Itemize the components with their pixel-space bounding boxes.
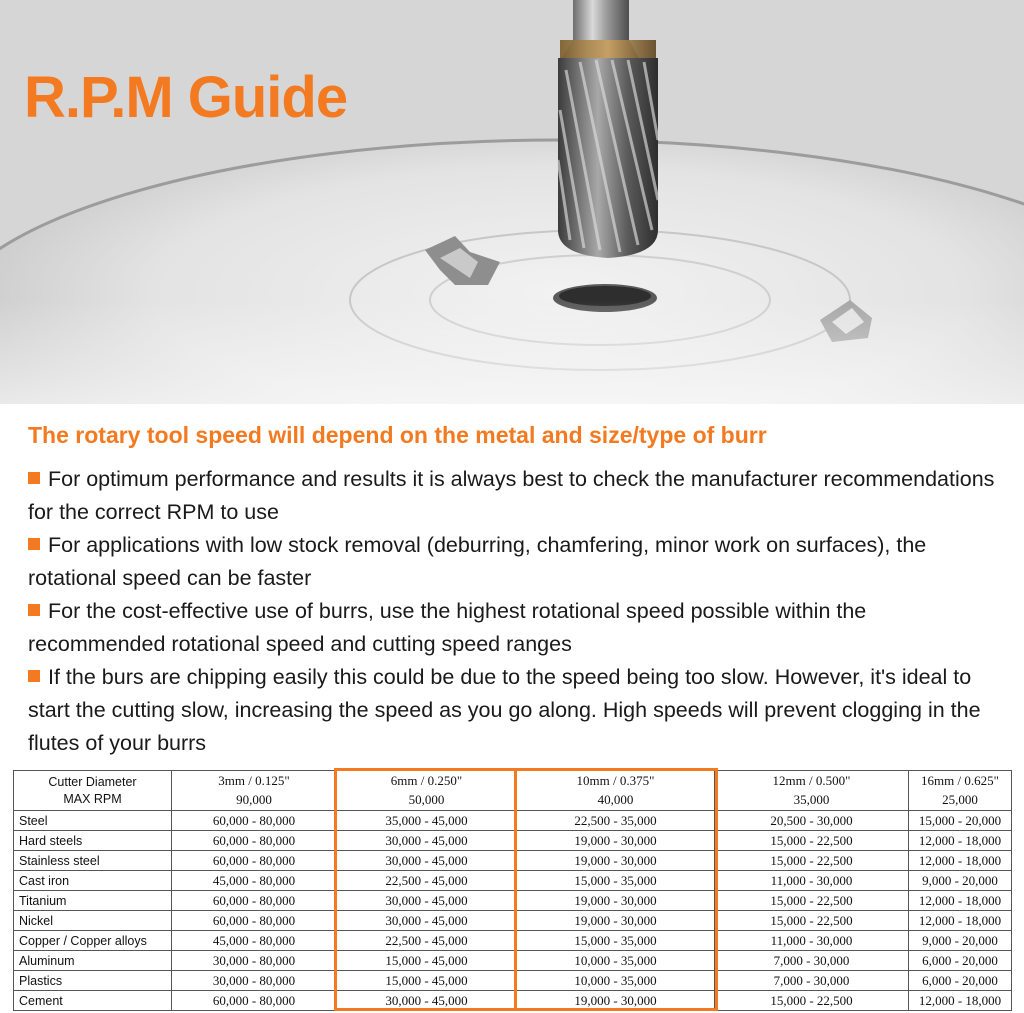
tip-item [28, 529, 1003, 595]
material-cell: Titanium [14, 891, 172, 911]
rpm-cell: 30,000 - 45,000 [337, 891, 517, 911]
rpm-cell: 6,000 - 20,000 [909, 951, 1012, 971]
table-corner-header [14, 771, 172, 811]
material-cell: Hard steels [14, 831, 172, 851]
rpm-cell: 15,000 - 22,500 [715, 991, 909, 1011]
tip-item [28, 463, 1003, 529]
column-header-max-rpm: 90,000 [172, 791, 337, 811]
rpm-cell: 15,000 - 45,000 [337, 951, 517, 971]
column-header-max-rpm: 40,000 [517, 791, 715, 811]
column-header-diameter: 16mm / 0.625" [909, 771, 1012, 791]
table-row [14, 911, 1012, 931]
column-header-diameter: 3mm / 0.125" [172, 771, 337, 791]
rpm-cell: 15,000 - 45,000 [337, 971, 517, 991]
tip-item [28, 595, 1003, 661]
rpm-cell: 11,000 - 30,000 [715, 931, 909, 951]
rpm-cell: 19,000 - 30,000 [517, 891, 715, 911]
orange-square-icon [28, 670, 40, 682]
tip-text: For applications with low stock removal (deburring, chamfering, minor work on surfaces), the rotational speed can be faster [28, 533, 927, 590]
rpm-cell: 15,000 - 22,500 [715, 851, 909, 871]
rpm-cell: 30,000 - 80,000 [172, 971, 337, 991]
rpm-table [13, 770, 1012, 1011]
rpm-cell: 60,000 - 80,000 [172, 991, 337, 1011]
rpm-cell: 60,000 - 80,000 [172, 851, 337, 871]
rpm-cell: 6,000 - 20,000 [909, 971, 1012, 991]
table-row [14, 951, 1012, 971]
tip-text: For optimum performance and results it is always best to check the manufacturer recommendations for the correct RPM to use [28, 467, 995, 524]
orange-square-icon [28, 472, 40, 484]
rpm-cell: 22,500 - 45,000 [337, 931, 517, 951]
rpm-cell: 15,000 - 22,500 [715, 911, 909, 931]
rpm-cell: 11,000 - 30,000 [715, 871, 909, 891]
rpm-cell: 15,000 - 20,000 [909, 811, 1012, 831]
rpm-cell: 60,000 - 80,000 [172, 891, 337, 911]
table-row [14, 811, 1012, 831]
rpm-cell: 35,000 - 45,000 [337, 811, 517, 831]
rpm-cell: 30,000 - 80,000 [172, 951, 337, 971]
column-header-max-rpm: 50,000 [337, 791, 517, 811]
table-row [14, 931, 1012, 951]
hero-banner [0, 0, 1024, 404]
page-title: R.P.M Guide [24, 65, 348, 130]
rpm-cell: 30,000 - 45,000 [337, 851, 517, 871]
column-header-diameter: 12mm / 0.500" [715, 771, 909, 791]
material-cell: Cast iron [14, 871, 172, 891]
column-header-diameter: 6mm / 0.250" [337, 771, 517, 791]
rpm-cell: 20,500 - 30,000 [715, 811, 909, 831]
table-row [14, 991, 1012, 1011]
orange-square-icon [28, 604, 40, 616]
rpm-cell: 9,000 - 20,000 [909, 931, 1012, 951]
rpm-cell: 12,000 - 18,000 [909, 851, 1012, 871]
material-cell: Cement [14, 991, 172, 1011]
column-header-max-rpm: 35,000 [715, 791, 909, 811]
rpm-cell: 12,000 - 18,000 [909, 891, 1012, 911]
rpm-cell: 45,000 - 80,000 [172, 871, 337, 891]
table-row [14, 851, 1012, 871]
rpm-table-body [14, 811, 1012, 1011]
table-row [14, 891, 1012, 911]
rpm-cell: 60,000 - 80,000 [172, 831, 337, 851]
rpm-cell: 15,000 - 22,500 [715, 831, 909, 851]
rpm-cell: 19,000 - 30,000 [517, 851, 715, 871]
rpm-cell: 30,000 - 45,000 [337, 911, 517, 931]
rpm-cell: 19,000 - 30,000 [517, 991, 715, 1011]
rpm-cell: 15,000 - 35,000 [517, 871, 715, 891]
table-row [14, 871, 1012, 891]
material-cell: Nickel [14, 911, 172, 931]
table-row [14, 971, 1012, 991]
rpm-cell: 12,000 - 18,000 [909, 991, 1012, 1011]
rpm-cell: 19,000 - 30,000 [517, 831, 715, 851]
corner-label-max-rpm: MAX RPM [63, 791, 122, 806]
rpm-cell: 7,000 - 30,000 [715, 951, 909, 971]
table-row [14, 831, 1012, 851]
rpm-cell: 7,000 - 30,000 [715, 971, 909, 991]
column-header-diameter: 10mm / 0.375" [517, 771, 715, 791]
material-cell: Plastics [14, 971, 172, 991]
rpm-cell: 22,500 - 35,000 [517, 811, 715, 831]
rpm-cell: 60,000 - 80,000 [172, 911, 337, 931]
rpm-cell: 30,000 - 45,000 [337, 831, 517, 851]
rpm-cell: 19,000 - 30,000 [517, 911, 715, 931]
section-subheading: The rotary tool speed will depend on the metal and size/type of burr [28, 422, 767, 448]
rpm-cell: 60,000 - 80,000 [172, 811, 337, 831]
tip-item [28, 661, 1003, 760]
rpm-cell: 12,000 - 18,000 [909, 831, 1012, 851]
corner-label-diameter: Cutter Diameter [48, 774, 137, 789]
column-header-max-rpm: 25,000 [909, 791, 1012, 811]
rpm-cell: 9,000 - 20,000 [909, 871, 1012, 891]
rpm-cell: 15,000 - 35,000 [517, 931, 715, 951]
hero-fade [0, 300, 1024, 404]
rpm-cell: 22,500 - 45,000 [337, 871, 517, 891]
rpm-cell: 45,000 - 80,000 [172, 931, 337, 951]
material-cell: Copper / Copper alloys [14, 931, 172, 951]
rpm-cell: 10,000 - 35,000 [517, 971, 715, 991]
material-cell: Steel [14, 811, 172, 831]
tip-text: If the burs are chipping easily this could be due to the speed being too slow. However, it's ideal to start the cutting slow, increasing the speed as you go along. High speeds will prevent clogging in the flutes of your burrs [28, 665, 981, 755]
rpm-cell: 15,000 - 22,500 [715, 891, 909, 911]
rpm-cell: 30,000 - 45,000 [337, 991, 517, 1011]
rpm-cell: 10,000 - 35,000 [517, 951, 715, 971]
tip-text: For the cost-effective use of burrs, use the highest rotational speed possible within the recommended rotational speed and cutting speed ranges [28, 599, 867, 656]
orange-square-icon [28, 538, 40, 550]
material-cell: Stainless steel [14, 851, 172, 871]
material-cell: Aluminum [14, 951, 172, 971]
tips-list [28, 463, 1003, 760]
rpm-cell: 12,000 - 18,000 [909, 911, 1012, 931]
